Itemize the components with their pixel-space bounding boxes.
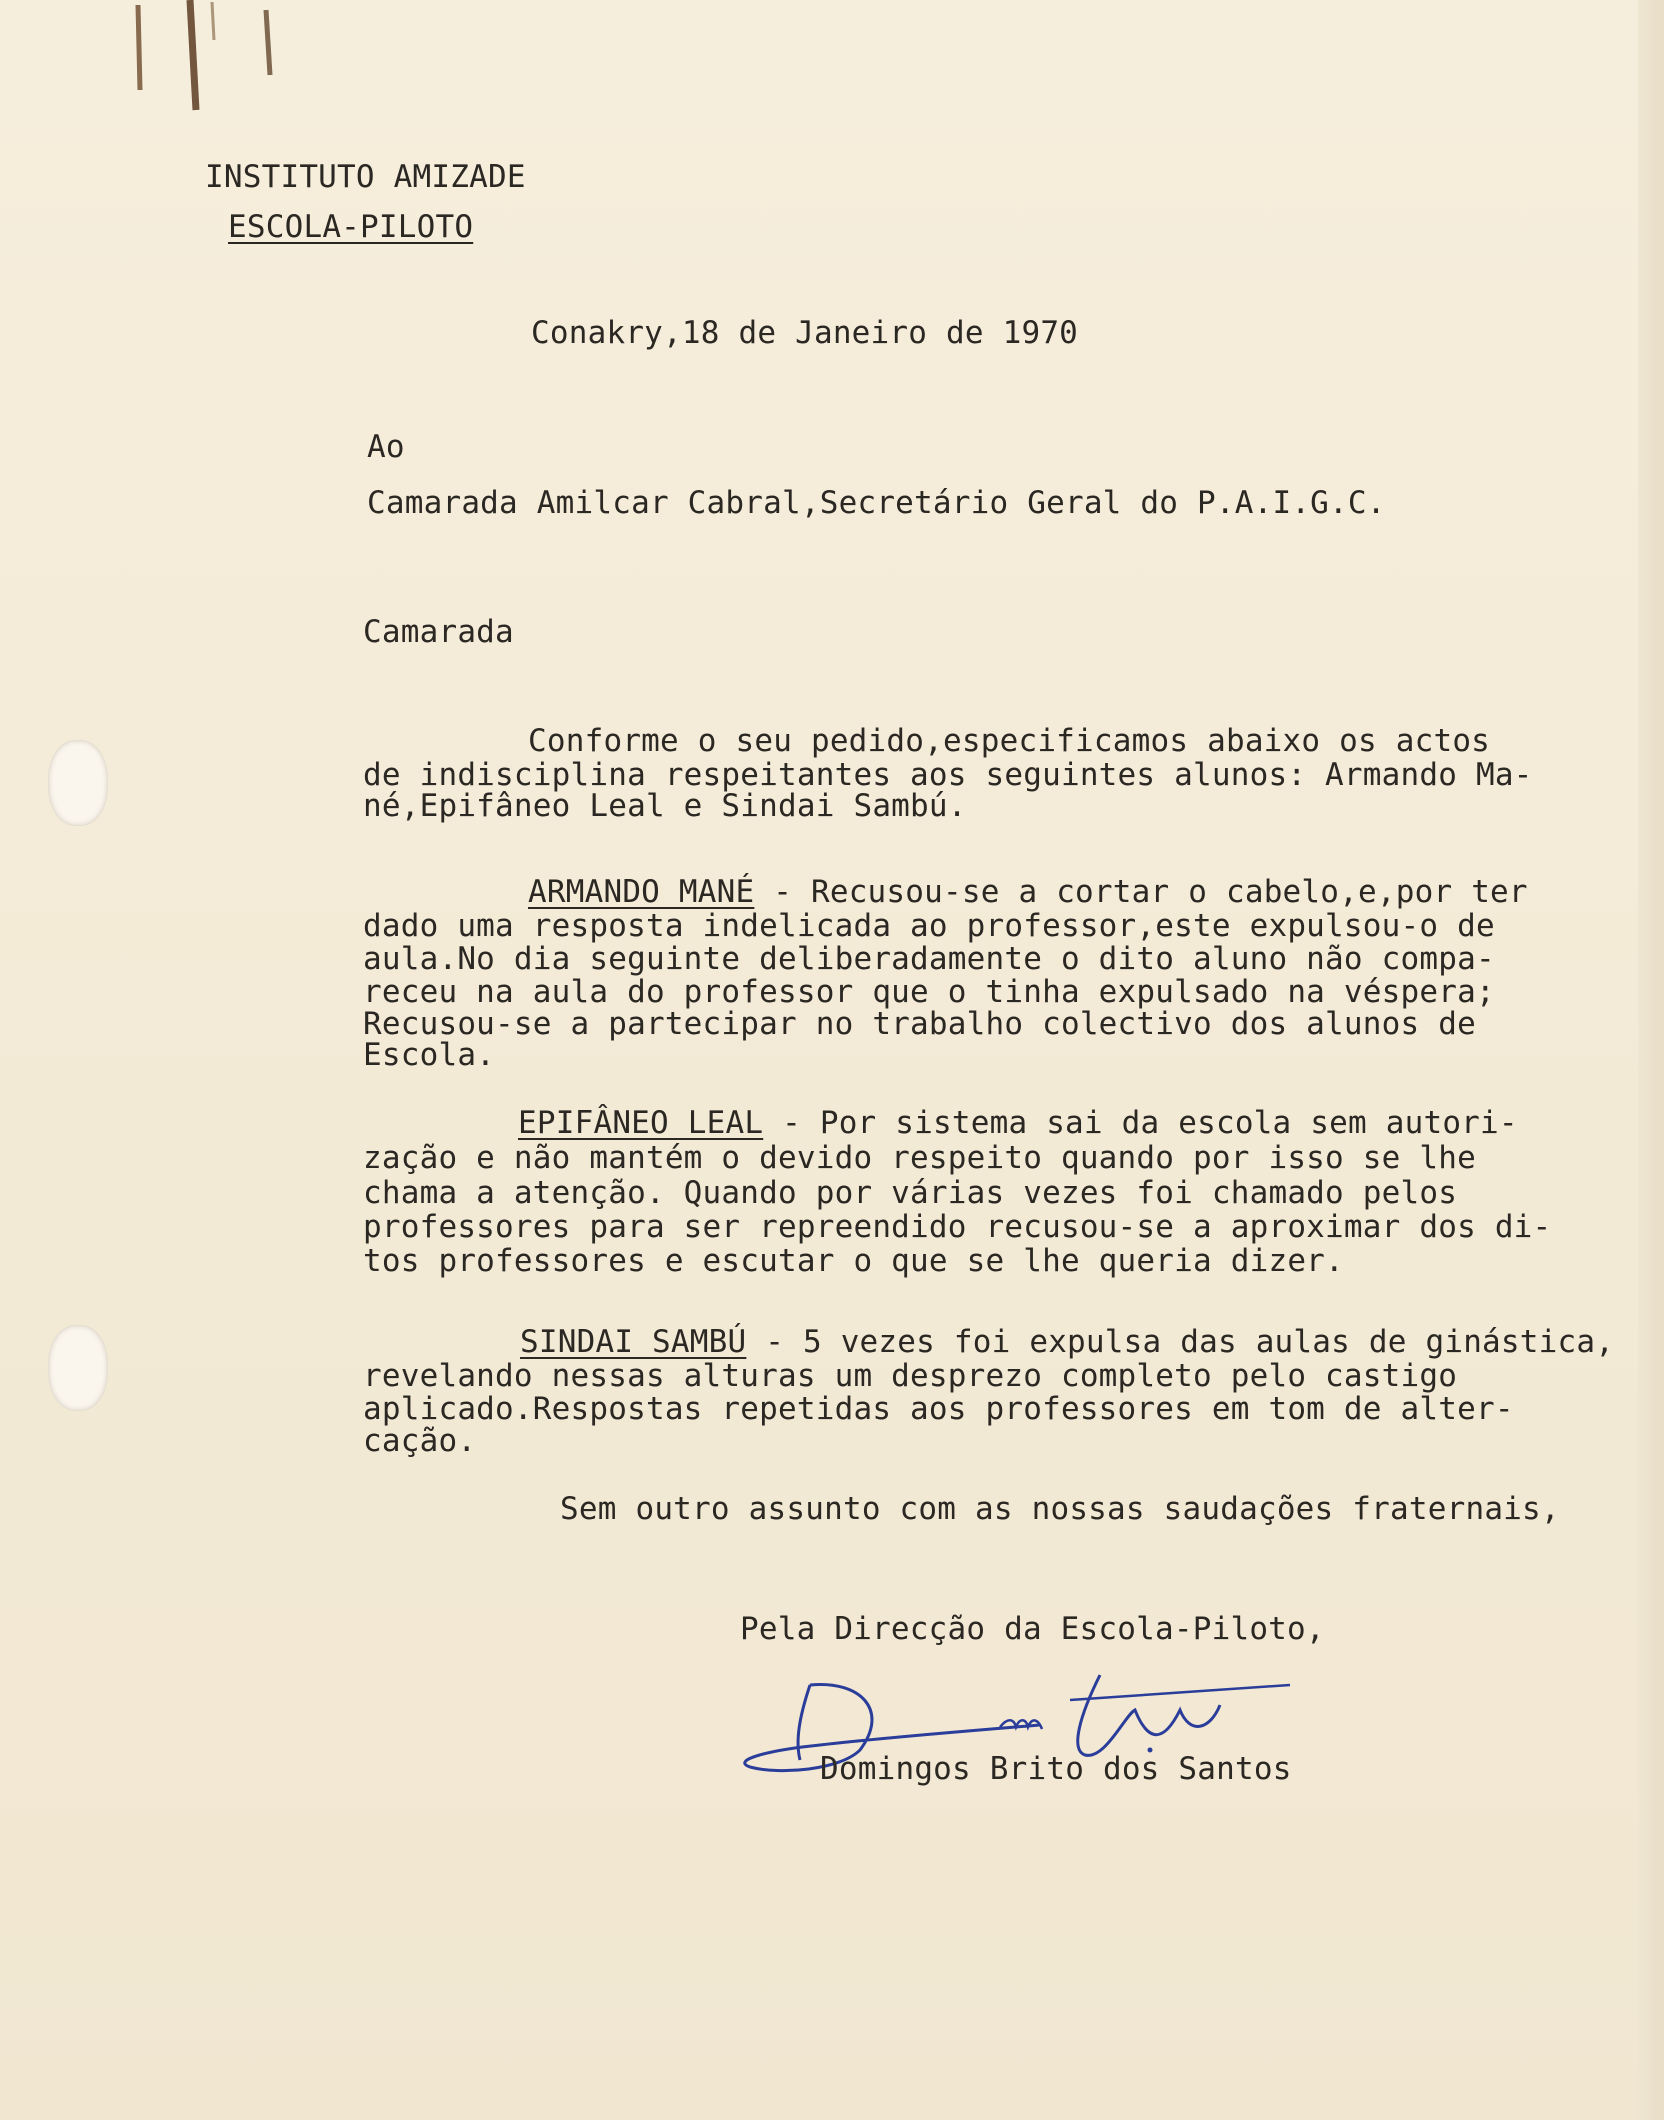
student-entry-heading [528, 875, 1528, 909]
signatory-name: Domingos Brito dos Santos [820, 1751, 1292, 1787]
rust-marks [130, 0, 290, 150]
student-entry-line: revelando nessas alturas um desprezo completo pelo castigo [363, 1358, 1458, 1394]
student-entry-line: professores para ser repreendido recusou-se a aproximar dos di- [363, 1209, 1552, 1245]
student-name: EPIFÂNEO LEAL [518, 1105, 764, 1141]
student-name: SINDAI SAMBÚ [520, 1324, 747, 1360]
student-entry-line: cação. [363, 1423, 477, 1459]
salutation: Camarada [363, 614, 514, 650]
student-name: ARMANDO MANÉ [528, 874, 755, 910]
intro-line-2: de indisciplina respeitantes aos seguintes alunos: Armando Ma- [363, 757, 1533, 793]
student-entry-text: - Recusou-se a cortar o cabelo,e,por ter [754, 874, 1528, 910]
student-entry-line: dado uma resposta indelicada ao professor,este expulsou-o de [363, 908, 1495, 944]
recipient-to: Ao [367, 429, 405, 465]
student-entry-line: aula.No dia seguinte deliberadamente o dito aluno não compa- [363, 941, 1495, 977]
intro-line-1: Conforme o seu pedido,especificamos abaixo os actos [528, 723, 1491, 759]
student-entry-text: - 5 vezes foi expulsa das aulas de ginástica, [746, 1324, 1615, 1360]
school-name: ESCOLA-PILOTO [228, 209, 474, 245]
student-entry-line: chama a atenção. Quando por várias vezes foi chamado pelos [363, 1175, 1458, 1211]
institution-name: INSTITUTO AMIZADE [205, 159, 526, 195]
student-entry-line: aplicado.Respostas repetidas aos professores em tom de alter- [363, 1391, 1514, 1427]
student-entry-line: Recusou-se a partecipar no trabalho colectivo dos alunos de [363, 1006, 1476, 1042]
closing-line: Sem outro assunto com as nossas saudações fraternais, [560, 1491, 1560, 1527]
student-entry-heading [518, 1106, 1518, 1140]
student-entry-line: zação e não mantém o devido respeito quando por isso se lhe [363, 1140, 1476, 1176]
recipient-line: Camarada Amilcar Cabral,Secretário Geral do P.A.I.G.C. [367, 485, 1386, 521]
student-entry-line: receu na aula do professor que o tinha expulsado na véspera; [363, 974, 1495, 1010]
intro-line-3: né,Epifâneo Leal e Sindai Sambú. [363, 788, 967, 824]
on-behalf-line: Pela Direcção da Escola-Piloto, [740, 1611, 1325, 1647]
student-entry-line: Escola. [363, 1037, 496, 1073]
punch-hole-bottom [48, 1325, 108, 1411]
punch-hole-top [48, 740, 108, 826]
place-date: Conakry,18 de Janeiro de 1970 [531, 315, 1079, 351]
student-entry-line: tos professores e escutar o que se lhe queria dizer. [363, 1243, 1344, 1279]
student-entry-text: - Por sistema sai da escola sem autori- [763, 1105, 1518, 1141]
student-entry-heading [520, 1325, 1614, 1359]
paper-edge [1638, 0, 1664, 2120]
